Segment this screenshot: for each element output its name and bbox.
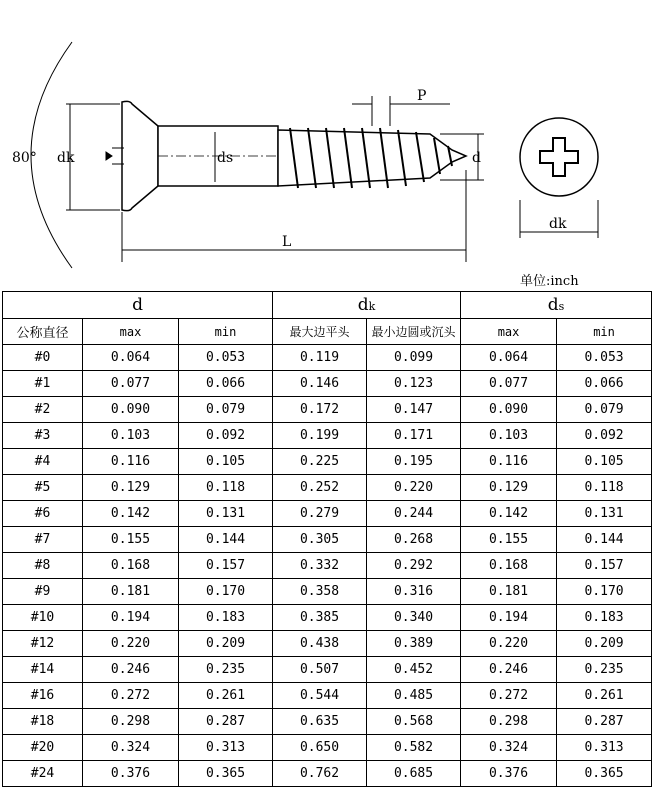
d-label: d <box>472 150 481 166</box>
cell-dk-round: 0.123 <box>367 371 461 397</box>
cell-ds-max: 0.090 <box>461 397 557 423</box>
cell-dk-round: 0.685 <box>367 761 461 787</box>
cell-d-min: 0.092 <box>179 423 273 449</box>
cell-dk-flat: 0.762 <box>273 761 367 787</box>
dk-end-label: dk <box>549 216 567 232</box>
cell-dk-flat: 0.279 <box>273 501 367 527</box>
cell-d-max: 0.155 <box>83 527 179 553</box>
cell-ds-max: 0.168 <box>461 553 557 579</box>
cell-ds-min: 0.235 <box>557 657 652 683</box>
cell-ds-min: 0.079 <box>557 397 652 423</box>
cell-ds-max: 0.376 <box>461 761 557 787</box>
cell-ds-max: 0.181 <box>461 579 557 605</box>
table-row <box>3 371 652 397</box>
cell-size: #3 <box>3 423 83 449</box>
cell-dk-round: 0.582 <box>367 735 461 761</box>
group-header-d: d <box>3 292 273 319</box>
table-row <box>3 475 652 501</box>
unit-label: 单位:inch <box>520 274 579 289</box>
cell-dk-flat: 0.119 <box>273 345 367 371</box>
cell-ds-max: 0.155 <box>461 527 557 553</box>
cell-d-min: 0.105 <box>179 449 273 475</box>
cell-ds-min: 0.365 <box>557 761 652 787</box>
cell-size: #4 <box>3 449 83 475</box>
cell-ds-min: 0.118 <box>557 475 652 501</box>
cell-d-min: 0.209 <box>179 631 273 657</box>
cell-d-max: 0.064 <box>83 345 179 371</box>
cell-dk-flat: 0.305 <box>273 527 367 553</box>
cell-size: #12 <box>3 631 83 657</box>
cell-d-min: 0.157 <box>179 553 273 579</box>
cell-size: #5 <box>3 475 83 501</box>
cell-dk-round: 0.099 <box>367 345 461 371</box>
cell-ds-max: 0.194 <box>461 605 557 631</box>
col-header-ds-min: min <box>557 319 652 345</box>
cell-dk-flat: 0.438 <box>273 631 367 657</box>
cell-d-max: 0.324 <box>83 735 179 761</box>
cell-dk-flat: 0.225 <box>273 449 367 475</box>
cell-dk-flat: 0.199 <box>273 423 367 449</box>
length-label: L <box>282 234 292 250</box>
table-row <box>3 761 652 787</box>
cell-ds-min: 0.092 <box>557 423 652 449</box>
table-row <box>3 709 652 735</box>
cell-dk-round: 0.340 <box>367 605 461 631</box>
cell-size: #16 <box>3 683 83 709</box>
cell-d-max: 0.168 <box>83 553 179 579</box>
table-body <box>3 345 652 787</box>
cell-ds-max: 0.116 <box>461 449 557 475</box>
cell-ds-min: 0.287 <box>557 709 652 735</box>
cell-ds-max: 0.142 <box>461 501 557 527</box>
cell-d-min: 0.183 <box>179 605 273 631</box>
cell-d-min: 0.313 <box>179 735 273 761</box>
cell-ds-max: 0.103 <box>461 423 557 449</box>
table-row <box>3 449 652 475</box>
cell-d-max: 0.077 <box>83 371 179 397</box>
table-row <box>3 423 652 449</box>
table-row <box>3 683 652 709</box>
table-row <box>3 527 652 553</box>
cell-dk-flat: 0.650 <box>273 735 367 761</box>
cell-dk-round: 0.195 <box>367 449 461 475</box>
cell-size: #2 <box>3 397 83 423</box>
cell-d-max: 0.142 <box>83 501 179 527</box>
cell-dk-flat: 0.507 <box>273 657 367 683</box>
cell-d-min: 0.287 <box>179 709 273 735</box>
cell-d-min: 0.235 <box>179 657 273 683</box>
cell-dk-flat: 0.635 <box>273 709 367 735</box>
cell-dk-round: 0.268 <box>367 527 461 553</box>
spec-table <box>2 291 652 787</box>
cell-d-max: 0.298 <box>83 709 179 735</box>
table-row <box>3 631 652 657</box>
cell-dk-round: 0.452 <box>367 657 461 683</box>
table-row <box>3 605 652 631</box>
cell-ds-max: 0.129 <box>461 475 557 501</box>
cell-size: #7 <box>3 527 83 553</box>
cell-d-max: 0.220 <box>83 631 179 657</box>
col-header-dk-flat: 最大边平头 <box>273 319 367 345</box>
cell-dk-round: 0.220 <box>367 475 461 501</box>
cell-d-min: 0.066 <box>179 371 273 397</box>
cell-dk-round: 0.389 <box>367 631 461 657</box>
cell-ds-min: 0.131 <box>557 501 652 527</box>
table-row <box>3 735 652 761</box>
cell-dk-flat: 0.332 <box>273 553 367 579</box>
cell-ds-min: 0.157 <box>557 553 652 579</box>
pitch-label: P <box>417 88 427 104</box>
cell-ds-max: 0.077 <box>461 371 557 397</box>
cell-ds-max: 0.220 <box>461 631 557 657</box>
cell-ds-min: 0.183 <box>557 605 652 631</box>
table-row <box>3 397 652 423</box>
table-row <box>3 657 652 683</box>
cell-d-min: 0.053 <box>179 345 273 371</box>
table-row <box>3 345 652 371</box>
cell-size: #6 <box>3 501 83 527</box>
ds-label: ds <box>217 150 234 166</box>
cell-dk-flat: 0.385 <box>273 605 367 631</box>
cell-size: #24 <box>3 761 83 787</box>
cell-dk-flat: 0.146 <box>273 371 367 397</box>
cell-ds-min: 0.105 <box>557 449 652 475</box>
cell-d-max: 0.129 <box>83 475 179 501</box>
cell-size: #9 <box>3 579 83 605</box>
cell-d-max: 0.090 <box>83 397 179 423</box>
cell-dk-flat: 0.358 <box>273 579 367 605</box>
sub-header-row <box>3 319 652 345</box>
cell-d-min: 0.365 <box>179 761 273 787</box>
cell-ds-max: 0.272 <box>461 683 557 709</box>
cell-ds-min: 0.261 <box>557 683 652 709</box>
table-row <box>3 579 652 605</box>
cell-dk-round: 0.171 <box>367 423 461 449</box>
group-header-dk: dk <box>273 292 461 319</box>
cell-ds-max: 0.246 <box>461 657 557 683</box>
cell-d-max: 0.116 <box>83 449 179 475</box>
cell-d-min: 0.170 <box>179 579 273 605</box>
cell-dk-round: 0.292 <box>367 553 461 579</box>
cell-ds-min: 0.313 <box>557 735 652 761</box>
screw-technical-drawing <box>0 0 652 270</box>
cell-d-min: 0.261 <box>179 683 273 709</box>
cell-dk-round: 0.244 <box>367 501 461 527</box>
cell-dk-round: 0.147 <box>367 397 461 423</box>
cell-d-max: 0.272 <box>83 683 179 709</box>
angle-label: 80° <box>12 150 37 166</box>
col-header-ds-max: max <box>461 319 557 345</box>
cell-ds-min: 0.209 <box>557 631 652 657</box>
cell-d-max: 0.194 <box>83 605 179 631</box>
cell-d-max: 0.181 <box>83 579 179 605</box>
cell-ds-max: 0.324 <box>461 735 557 761</box>
cell-ds-min: 0.170 <box>557 579 652 605</box>
cell-d-max: 0.246 <box>83 657 179 683</box>
col-header-dk-round: 最小边圆或沉头 <box>367 319 461 345</box>
cell-d-max: 0.376 <box>83 761 179 787</box>
cell-dk-flat: 0.544 <box>273 683 367 709</box>
cell-d-min: 0.079 <box>179 397 273 423</box>
cell-dk-round: 0.568 <box>367 709 461 735</box>
cell-d-max: 0.103 <box>83 423 179 449</box>
cell-d-min: 0.144 <box>179 527 273 553</box>
col-header-size: 公称直径 <box>3 319 83 345</box>
cell-dk-flat: 0.252 <box>273 475 367 501</box>
dk-head-label: dk <box>57 150 75 166</box>
cell-d-min: 0.131 <box>179 501 273 527</box>
cell-ds-max: 0.064 <box>461 345 557 371</box>
table-row <box>3 553 652 579</box>
cell-ds-min: 0.066 <box>557 371 652 397</box>
cell-dk-round: 0.316 <box>367 579 461 605</box>
group-header-row <box>3 292 652 319</box>
group-header-ds: ds <box>461 292 652 319</box>
cell-size: #1 <box>3 371 83 397</box>
cell-dk-flat: 0.172 <box>273 397 367 423</box>
screw-head <box>122 101 158 210</box>
cell-size: #10 <box>3 605 83 631</box>
cell-d-min: 0.118 <box>179 475 273 501</box>
col-header-d-max: max <box>83 319 179 345</box>
cell-size: #0 <box>3 345 83 371</box>
cell-dk-round: 0.485 <box>367 683 461 709</box>
col-header-d-min: min <box>179 319 273 345</box>
cell-size: #18 <box>3 709 83 735</box>
table-row <box>3 501 652 527</box>
cell-ds-max: 0.298 <box>461 709 557 735</box>
cell-ds-min: 0.144 <box>557 527 652 553</box>
cell-size: #8 <box>3 553 83 579</box>
cell-size: #20 <box>3 735 83 761</box>
cell-size: #14 <box>3 657 83 683</box>
cell-ds-min: 0.053 <box>557 345 652 371</box>
